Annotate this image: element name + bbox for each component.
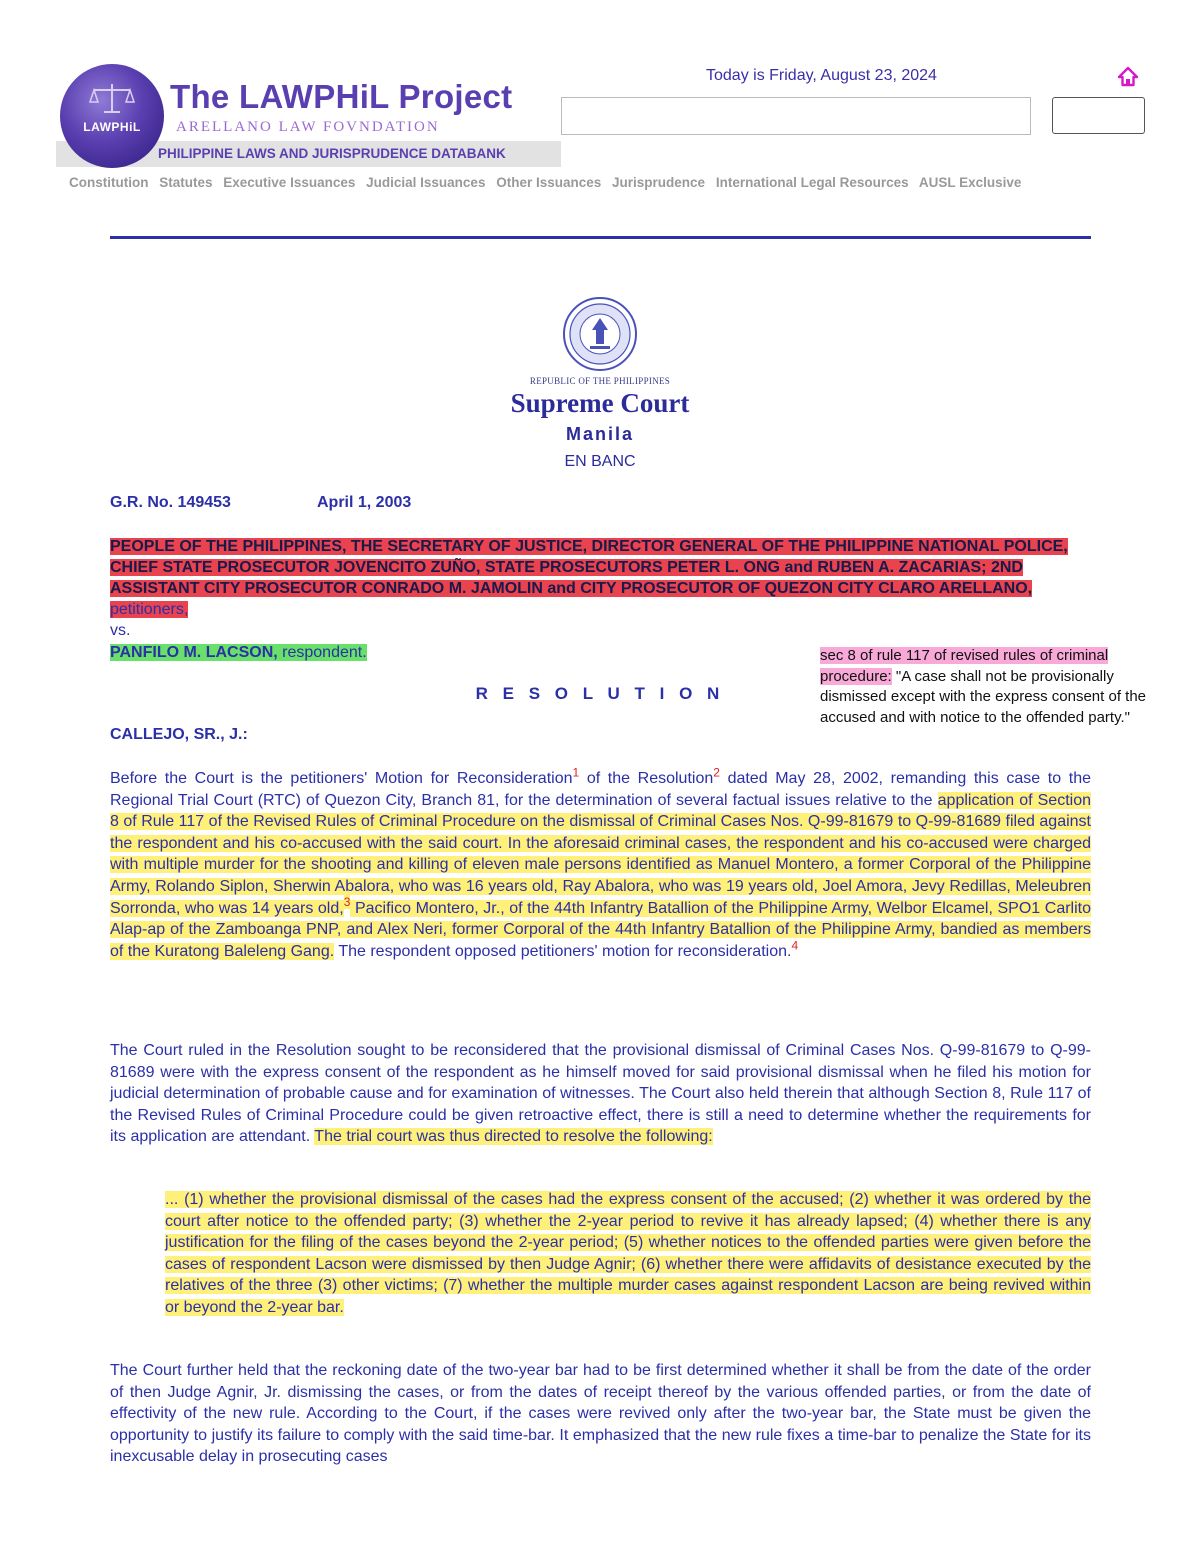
supreme-court-seal-icon [562, 296, 638, 372]
highlighted-text: ... (1) whether the provisional dismissal of the cases had the express consent of the accused; (2) whether it was ordered by the court after notice to the offended party; (3) whether the 2-year period to revive it has already lapsed; (4) whether there is any justification for the filing of the cases beyond the 2-year period; (5) whether notices to the offended parties were given before the cases of respondent Lacson were dismissed by then Judge Agnir; (6) whether there were affidavits of desistance executed by the relatives of the three (3) other victims; (7) whether the multiple murder cases against respondent Lacson are being revived within or beyond the 2-year bar. [165, 1191, 1091, 1316]
text-run: of the Resolution [579, 770, 714, 787]
annotation-text: "A case shall not be provisionally dismissed except with the express consent of the accused and with notice to the offended party." [820, 667, 1147, 726]
nav-executive-issuances[interactable]: Executive Issuances [223, 175, 356, 190]
annotation-highlight: sec 8 of rule 117 of revised rules of criminal procedure: [820, 647, 1109, 685]
footnote-1-link[interactable]: 1 [572, 765, 580, 780]
today-date: Today is Friday, August 23, 2024 [706, 67, 937, 84]
brand-subtitle: ARELLANO LAW FOVNDATION [176, 119, 440, 135]
brand-title[interactable]: The LAWPHiL Project [170, 78, 513, 115]
paragraph-1 [110, 765, 1092, 962]
scales-icon [88, 82, 136, 116]
footnote-3-link[interactable]: 3 [343, 895, 351, 910]
court-name: Supreme Court [510, 388, 690, 418]
nav-other-issuances[interactable]: Other Issuances [496, 175, 602, 190]
highlighted-text: The trial court was thus directed to resolve the following: [314, 1128, 713, 1146]
footnote-2-link[interactable]: 2 [713, 765, 720, 780]
highlighted-text: application of Section 8 of Rule 117 of the Revised Rules of Criminal Procedure on the dismissal of Criminal Cases Nos. Q-99-81679 to Q-99-81689 filed against the respondent and his co-accused with the said court. In the aforesaid criminal cases, the respondent and his co-accused were charged with multiple murder for the shooting and killing of eleven male persons identified as Manuel Montero, a former Corporal of the Philippine Army, Rolando Siplon, Sherwin Abalora, who was 16 years old, Ray Abalora, who was 19 years old, Joel Amora, Jevy Redillas, Meleubren Sorronda, who was 14 years old, [110, 791, 1091, 917]
logo-text: LAWPHiL [83, 120, 141, 134]
nav-ausl-exclusive[interactable]: AUSL Exclusive [918, 175, 1022, 190]
nav-constitution[interactable]: Constitution [69, 175, 149, 190]
search-input[interactable] [561, 97, 1031, 135]
nav-jurisprudence[interactable]: Jurisprudence [612, 175, 706, 190]
republic-label: REPUBLIC OF THE PHILIPPINES [529, 376, 671, 386]
nav-judicial-issuances[interactable]: Judicial Issuances [366, 175, 486, 190]
text-run: dated May 28, 2002, remanding this case to the Regional Trial Court (RTC) of Quezon City, Branch 81, for the determination of several factual issues relative to the [110, 770, 1091, 809]
ponente: CALLEJO, SR., J.: [110, 726, 248, 743]
brand-bar-text: PHILIPPINE LAWS AND JURISPRUDENCE DATABANK [158, 146, 506, 161]
petitioners [110, 536, 1070, 620]
paragraph-3: The Court further held that the reckoning date of the two-year bar had to be first determined whether it shall be from the date of the order of then Judge Agnir, Jr. dismissing the cases, or from the dates of receipt thereof by the various offended parties, or from the date of effectivity of the new rule. According to the Court, if the cases were revived only after the two-year bar, the State must be given the opportunity to justify its failure to comply with the said time-bar. It emphasized that the new rule fixes a time-bar to penalize the State for its inexcusable delay in prosecuting cases [110, 1362, 1091, 1466]
text-run: The Court ruled in the Resolution sought to be reconsidered that the provisional dismissal of Criminal Cases Nos. Q-99-81679 to Q-99-81689 were with the express consent of the respondent as he himself moved for said provisional dismissal when he filed his motion for judicial determination of probable cause and for examination of witnesses. The Court also held therein that although Section 8, Rule 117 of the Revised Rules of Criminal Procedure could be given retroactive effect, there is still a need to determine whether the requirements for its application are attendant. [110, 1042, 1091, 1146]
respondent [110, 644, 367, 662]
header-divider [110, 236, 1091, 239]
text-run: Before the Court is the petitioners' Motion for Reconsideration [110, 770, 573, 787]
court-city: Manila [565, 424, 634, 444]
block-quote [165, 1189, 1091, 1319]
court-division: EN BANC [564, 453, 636, 470]
respondent-label: respondent. [277, 644, 367, 661]
nav-statutes[interactable]: Statutes [159, 175, 213, 190]
footnote-4-link[interactable]: 4 [791, 938, 799, 953]
home-icon[interactable] [1117, 66, 1139, 88]
respondent-name: PANFILO M. LACSON, [110, 644, 278, 661]
petitioners-label: petitioners, [110, 601, 189, 618]
highlighted-text: Pacifico Montero, Jr., of the 44th Infantry Batallion of the Philippine Army, Welbor Elcamel, SPO1 Carlito Alap-ap of the Zamboanga PNP, and Alex Neri, former Corporal of the 44th Infantry Batallion of the Philippine Army, bandied as members of the Kuratong Baleleng Gang. [110, 899, 1092, 960]
case-date: April 1, 2003 [317, 494, 412, 511]
lawphil-logo[interactable] [60, 64, 164, 168]
text-run: The respondent opposed petitioners' motion for reconsideration. [334, 942, 792, 960]
search-button[interactable] [1052, 97, 1145, 134]
main-nav [69, 175, 1028, 190]
document-title: R E S O L U T I O N [475, 684, 725, 703]
case-number: G.R. No. 149453 [110, 494, 231, 511]
paragraph-2 [110, 1040, 1091, 1148]
nav-international-legal-resources[interactable]: International Legal Resources [715, 175, 909, 190]
petitioners-names: PEOPLE OF THE PHILIPPINES, THE SECRETARY OF JUSTICE, DIRECTOR GENERAL OF THE PHILIPPINE NATIONAL POLICE, CHIEF STATE PROSECUTOR JOVENCITO ZUÑO, STATE PROSECUTORS PETER L. ONG and RUBEN A. ZACARIAS; 2ND ASSISTANT CITY PROSECUTOR CONRADO M. JAMOLIN and CITY PROSECUTOR OF QUEZON CITY CLARO ARELLANO, [110, 538, 1068, 597]
versus: vs. [110, 622, 131, 639]
